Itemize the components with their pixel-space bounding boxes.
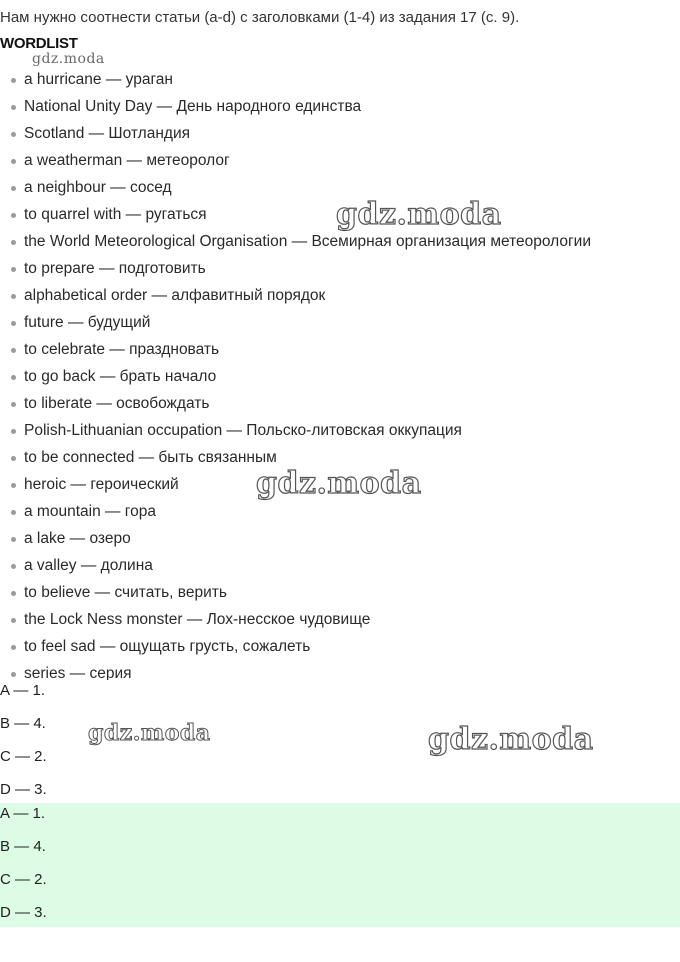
word-entry: to prepare — подготовить (24, 260, 206, 277)
watermark-logo: gdz.moda (32, 51, 105, 67)
wordlist (0, 66, 680, 680)
word-entry: series — серия (24, 665, 132, 680)
answer-row: D — 3. (0, 904, 47, 921)
list-item (0, 309, 680, 336)
bullet-dot-icon (11, 429, 16, 434)
bullet-dot-icon (11, 645, 16, 650)
bullet-dot-icon (11, 672, 16, 677)
list-item (0, 147, 680, 174)
list-item (0, 201, 680, 228)
bullet-dot-icon (11, 105, 16, 110)
list-item (0, 390, 680, 417)
bullet-dot-icon (11, 321, 16, 326)
answer-row: C — 2. (0, 748, 47, 765)
word-entry: to believe — считать, верить (24, 584, 227, 601)
list-item (0, 255, 680, 282)
wordlist-heading: WORDLIST (0, 35, 78, 52)
list-item (0, 363, 680, 390)
bullet-dot-icon (11, 186, 16, 191)
bullet-dot-icon (11, 537, 16, 542)
list-item (0, 228, 680, 255)
watermark-logo: gdz.moda (428, 722, 594, 757)
word-entry: a lake — озеро (24, 530, 131, 547)
word-entry: to go back — брать начало (24, 368, 217, 385)
list-item (0, 93, 680, 120)
answer-row: D — 3. (0, 781, 47, 798)
bullet-dot-icon (11, 348, 16, 353)
bullet-dot-icon (11, 78, 16, 83)
word-entry: to liberate — освобождать (24, 395, 210, 412)
list-item (0, 633, 680, 660)
bullet-dot-icon (11, 240, 16, 245)
bullet-dot-icon (11, 267, 16, 272)
answer-row: B — 4. (0, 715, 46, 732)
word-entry: to quarrel with — ругаться (24, 206, 207, 223)
list-item (0, 660, 680, 680)
list-item (0, 66, 680, 93)
word-entry: heroic — героический (24, 476, 179, 493)
word-entry: National Unity Day — День народного единства (24, 98, 362, 115)
answer-row: A — 1. (0, 805, 46, 822)
bullet-dot-icon (11, 213, 16, 218)
bullet-dot-icon (11, 132, 16, 137)
watermark-logo: gdz.moda (88, 720, 211, 746)
answers-block (0, 680, 680, 812)
bullet-dot-icon (11, 402, 16, 407)
answer-row: C — 2. (0, 871, 47, 888)
watermark-logo: gdz.moda (336, 197, 502, 232)
list-item (0, 444, 680, 471)
highlighted-answers-block (0, 803, 680, 927)
word-entry: a neighbour — сосед (24, 179, 172, 196)
list-item (0, 120, 680, 147)
word-entry: to celebrate — праздновать (24, 341, 220, 358)
task-intro-text: Нам нужно соотнести статьи (a-d) с заголовками (1-4) из задания 17 (с. 9). (0, 9, 520, 26)
list-item (0, 174, 680, 201)
list-item (0, 579, 680, 606)
bullet-dot-icon (11, 591, 16, 596)
bullet-dot-icon (11, 159, 16, 164)
word-entry: a hurricane — ураган (24, 71, 173, 88)
answer-row: A — 1. (0, 682, 46, 699)
list-item (0, 498, 680, 525)
word-entry: alphabetical order — алфавитный порядок (24, 287, 326, 304)
bullet-dot-icon (11, 618, 16, 623)
list-item (0, 417, 680, 444)
word-entry: a weatherman — метеоролог (24, 152, 230, 169)
word-entry: the Lock Ness monster — Лох-несское чудовище (24, 611, 371, 628)
word-entry: to be connected — быть связанным (24, 449, 277, 466)
word-entry: to feel sad — ощущать грусть, сожалеть (24, 638, 311, 655)
bullet-dot-icon (11, 294, 16, 299)
bullet-dot-icon (11, 564, 16, 569)
list-item (0, 552, 680, 579)
word-entry: Scotland — Шотландия (24, 125, 190, 142)
answer-row: B — 4. (0, 838, 46, 855)
word-entry: future — будущий (24, 314, 151, 331)
watermark-logo: gdz.moda (256, 466, 422, 501)
list-item (0, 336, 680, 363)
bullet-dot-icon (11, 510, 16, 515)
bullet-dot-icon (11, 456, 16, 461)
list-item (0, 282, 680, 309)
list-item (0, 471, 680, 498)
word-entry: a valley — долина (24, 557, 153, 574)
word-entry: Polish-Lithuanian occupation — Польско-литовская оккупация (24, 422, 462, 439)
word-entry: a mountain — гора (24, 503, 156, 520)
bullet-dot-icon (11, 483, 16, 488)
bullet-dot-icon (11, 375, 16, 380)
list-item (0, 606, 680, 633)
list-item (0, 525, 680, 552)
word-entry: the World Meteorological Organisation — Всемирная организация метеорологии (24, 233, 591, 250)
